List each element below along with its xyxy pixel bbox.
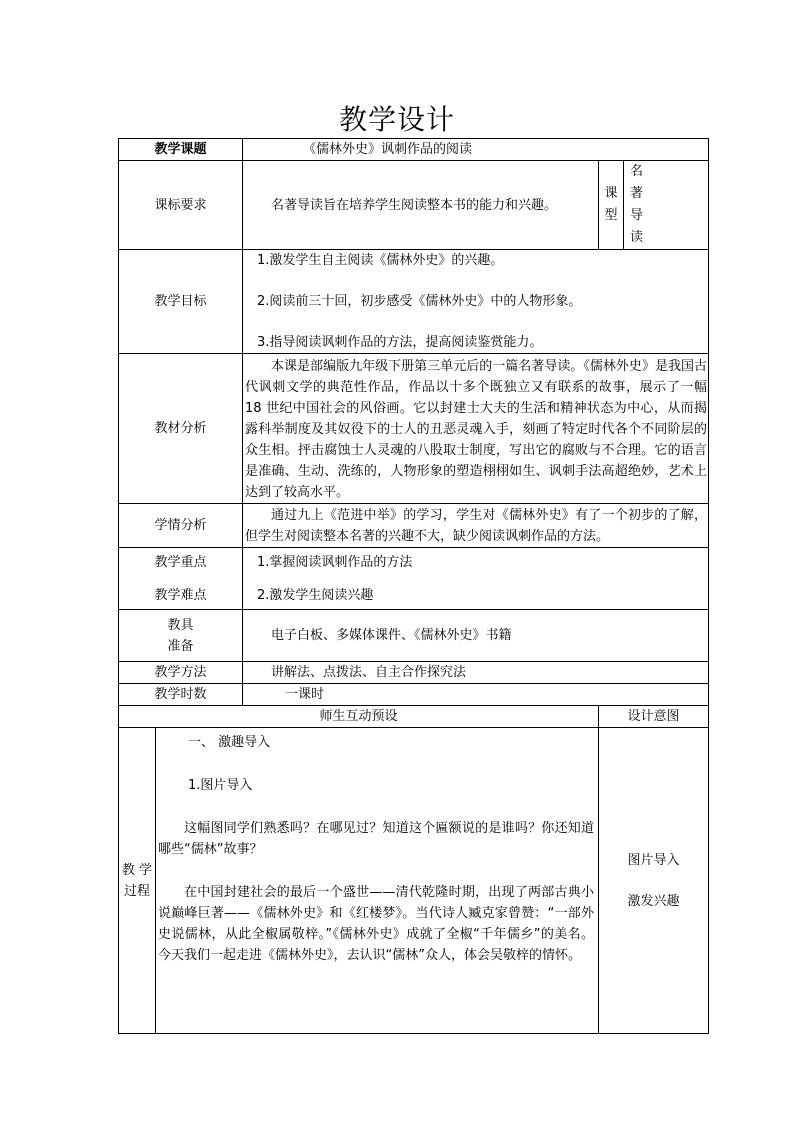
subsection-heading: 1.图片导入 bbox=[188, 778, 253, 793]
row-tools bbox=[119, 610, 709, 662]
goal-item: 2.阅读前三十回，初步感受《儒林外史》中的人物形象。 bbox=[257, 294, 582, 309]
method-label: 教学方法 bbox=[119, 662, 243, 684]
topic-value: 《儒林外史》讽刺作品的阅读 bbox=[243, 139, 709, 161]
key-label: 教学重点 bbox=[154, 554, 207, 570]
lesson-type-value: 名 著 导 读 bbox=[624, 161, 709, 250]
material-label: 教材分析 bbox=[119, 354, 243, 504]
standard-value: 名著导读旨在培养学生阅读整本书的能力和兴趣。 bbox=[243, 161, 599, 250]
tools-value: 电子白板、多媒体课件、《儒林外史》书籍 bbox=[243, 610, 709, 662]
row-goals bbox=[119, 250, 709, 354]
difficulty-label: 教学难点 bbox=[154, 587, 207, 603]
material-text-cell bbox=[243, 354, 709, 504]
key-values bbox=[243, 548, 709, 610]
intent-header: 设计意图 bbox=[599, 706, 709, 728]
hours-label: 教学时数 bbox=[119, 684, 243, 706]
topic-label: 教学课题 bbox=[119, 139, 243, 161]
material-text: 本课是部编版九年级下册第三单元后的一篇名著导读。《儒林外史》是我国古代讽刺文学的典范性作品，作品以十多个既独立又有联系的故事，展示了一幅 18 世纪中国社会的风俗画。它以封建士大夫的生活和精神状态为中心，从而揭露科举制度及其奴役下的士人的丑恶灵魂入手，刻画了特定时代各个不同阶层的众生相。抨击腐蚀士人灵魂的八股取士制度，写出它的腐败与不合理。它的语言是准确、生动、洗练的，人物形象的塑造栩栩如生、讽刺手法高超绝妙，艺术上达到了较高水平。 bbox=[245, 359, 708, 500]
row-material bbox=[119, 354, 709, 504]
lesson-type-label: 课 型 bbox=[599, 161, 624, 250]
process-label: 教 学过程 bbox=[119, 728, 156, 1034]
lesson-plan-table bbox=[118, 138, 709, 1034]
goals-label: 教学目标 bbox=[119, 250, 243, 354]
process-paragraph: 在中国封建社会的最后一个盛世——清代乾隆时期，出现了两部古典小说巅峰巨著——《儒林外史》和《红楼梦》。当代诗人臧克家曾赞：“一部外史说儒林，从此全椒属敬梓。”《儒林外史》成就了全椒“千年儒乡”的美名。今天我们一起走进《儒林外史》，去认识“儒林”众人，体会吴敬梓的情怀。 bbox=[158, 885, 595, 963]
row-method bbox=[119, 662, 709, 684]
process-content bbox=[156, 728, 599, 1034]
page-title: 教学设计 bbox=[338, 103, 455, 136]
hours-value: 一课时 bbox=[243, 684, 709, 706]
row-learner bbox=[119, 504, 709, 548]
key-labels bbox=[119, 548, 243, 610]
learner-text: 通过九上《范进中举》的学习，学生对《儒林外史》有了一个初步的了解，但学生对阅读整本名著的兴趣不大，缺少阅读讽刺作品的方法。 bbox=[245, 507, 708, 544]
intent-item: 图片导入 bbox=[627, 852, 680, 868]
section-heading: 一、 激趣导入 bbox=[188, 735, 271, 750]
row-topic bbox=[119, 139, 709, 161]
learner-text-cell bbox=[243, 504, 709, 548]
goals-list bbox=[243, 250, 709, 354]
process-paragraph: 这幅图同学们熟悉吗？在哪见过？知道这个匾额说的是谁吗？你还知道哪些“儒林”故事？ bbox=[158, 821, 595, 857]
goal-item: 1.激发学生自主阅读《儒林外史》的兴趣。 bbox=[257, 253, 504, 268]
goal-item: 3.指导阅读讽刺作品的方法，提高阅读鉴赏能力。 bbox=[257, 335, 543, 350]
design-intent bbox=[599, 728, 709, 1034]
standard-label: 课标要求 bbox=[119, 161, 243, 250]
row-key bbox=[119, 548, 709, 610]
learner-label: 学情分析 bbox=[119, 504, 243, 548]
row-process bbox=[119, 728, 709, 1034]
difficulty-value: 2.激发学生阅读兴趣 bbox=[257, 587, 374, 603]
method-value: 讲解法、点拨法、自主合作探究法 bbox=[243, 662, 709, 684]
row-standard bbox=[119, 161, 709, 250]
interaction-header: 师生互动预设 bbox=[119, 706, 599, 728]
key-value: 1.掌握阅读讽刺作品的方法 bbox=[257, 554, 413, 570]
row-hours bbox=[119, 684, 709, 706]
row-process-header bbox=[119, 706, 709, 728]
tools-label: 教具 准备 bbox=[119, 610, 243, 662]
intent-item: 激发兴趣 bbox=[627, 893, 680, 909]
